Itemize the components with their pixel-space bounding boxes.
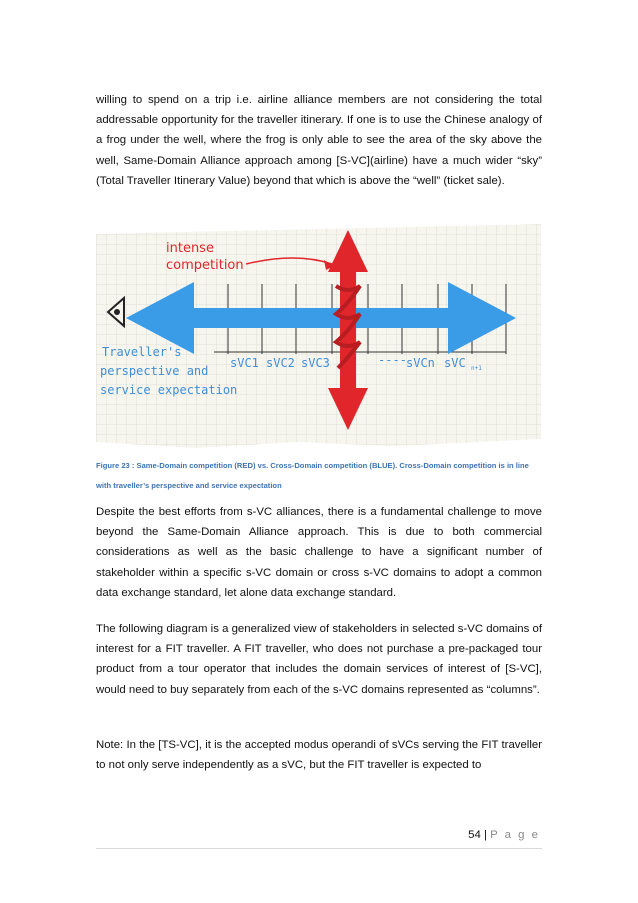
column-label-subscript: n+1 — [471, 365, 482, 372]
column-label: sVC1 — [230, 356, 259, 370]
page-number — [468, 829, 540, 841]
column-label: ---- — [378, 353, 407, 367]
diagram-svg — [96, 224, 542, 450]
figure-caption: Figure 23 : Same-Domain competition (RED) vs. Cross-Domain competition (BLUE). Cross-Domain competition is in line with traveller’s perspective and service expectation — [96, 461, 529, 490]
label-competition: competition — [166, 258, 244, 273]
page-label: P a g e — [490, 829, 540, 841]
column-label: sVC3 — [301, 356, 330, 370]
column-label: sVCn — [406, 356, 435, 370]
column-label: sVC — [444, 356, 466, 370]
page-number-separator: | — [483, 829, 487, 841]
label-perspective: perspective and — [100, 364, 209, 378]
label-intense: intense — [166, 241, 214, 256]
column-label: sVC2 — [266, 356, 295, 370]
label-travellers: Traveller's — [102, 345, 182, 359]
footer-divider — [96, 848, 542, 849]
paragraph-1: willing to spend on a trip i.e. airline alliance members are not considering the total addressable opportunity for the traveller itinerary. If one is to use the Chinese analogy of a frog under the well, where the frog is only able to see the area of the sky above the well, Same-Domain Alliance approach among [S-VC](airline) have a much wider “sky” (Total Traveller Itinerary Value) beyond that which is above the “well” (ticket sale). — [96, 94, 542, 187]
figure-competition-diagram — [96, 224, 542, 450]
page-number-value: 54 — [468, 829, 481, 841]
paragraph-3: The following diagram is a generalized view of stakeholders in selected s-VC domains of interest for a FIT traveller. A FIT traveller, who does not purchase a pre-packaged tour product from a tour operator that includes the domain services of interest of [S-VC], would need to buy separately from each of the s-VC domains represented as “columns”. — [96, 623, 542, 696]
paragraph-4: Note: In the [TS-VC], it is the accepted modus operandi of sVCs serving the FIT traveller to not only serve independently as a sVC, but the FIT traveller is expected to — [96, 739, 542, 772]
label-service-expectation: service expectation — [100, 383, 238, 397]
paragraph-2: Despite the best efforts from s-VC alliances, there is a fundamental challenge to move beyond the Same-Domain Alliance approach. This is due to both commercial considerations as well as the basic challenge to have a significant number of stakeholder within a specific s-VC domain or cross s-VC domains to adopt a common data exchange standard, let alone data exchange standard. — [96, 506, 542, 599]
